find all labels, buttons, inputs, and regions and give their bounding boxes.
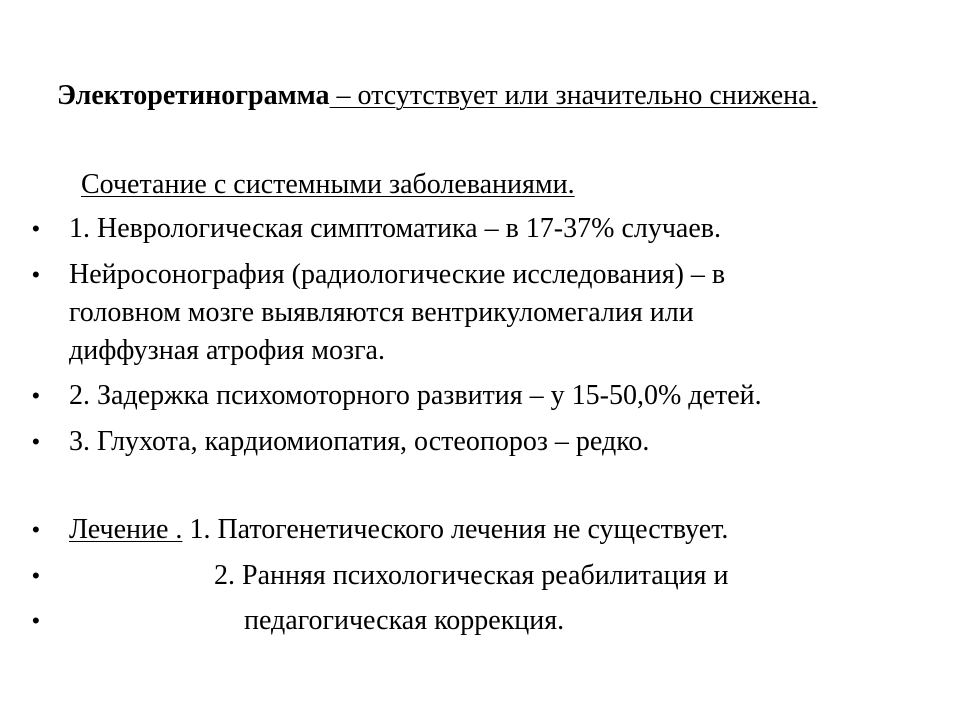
list-item-deafness: 3. Глухота, кардиомиопатия, остеопороз – редко. bbox=[69, 426, 650, 457]
bullet-marker: • bbox=[32, 383, 40, 408]
treatment-label: Лечение . bbox=[69, 514, 183, 545]
list-item-psychomotor-delay: 2. Задержка психомоторного развития – у 15-50,0% детей. bbox=[69, 380, 762, 411]
title-rest: – отсутствует или значительно снижена. bbox=[329, 80, 818, 111]
subheading: Сочетание с системными заболеваниями. bbox=[81, 169, 575, 200]
list-item-neurosonography-line3: диффузная атрофия мозга. bbox=[69, 335, 385, 366]
list-item-neurosonography-line1: Нейросонография (радиологические исследования) – в bbox=[69, 259, 726, 290]
bullet-marker: • bbox=[32, 216, 40, 241]
bullet-marker: • bbox=[32, 563, 40, 588]
title-line bbox=[57, 76, 818, 116]
list-item-rehabilitation: 2. Ранняя психологическая реабилитация и bbox=[214, 560, 729, 591]
title-term: Электоретинограмма bbox=[57, 80, 330, 111]
bullet-marker: • bbox=[32, 608, 40, 633]
list-item-treatment bbox=[69, 510, 728, 550]
bullet-marker: • bbox=[32, 262, 40, 287]
list-item-neurosonography-line2: головном мозге выявляются вентрикуломегалия или bbox=[69, 297, 694, 328]
bullet-marker: • bbox=[32, 517, 40, 542]
list-item-pedagogical-correction: педагогическая коррекция. bbox=[244, 605, 565, 636]
bullet-marker: • bbox=[32, 429, 40, 454]
treatment-text: 1. Патогенетического лечения не существует. bbox=[182, 514, 729, 545]
list-item-neuro-symptoms: 1. Неврологическая симптоматика – в 17-37% случаев. bbox=[69, 213, 721, 244]
